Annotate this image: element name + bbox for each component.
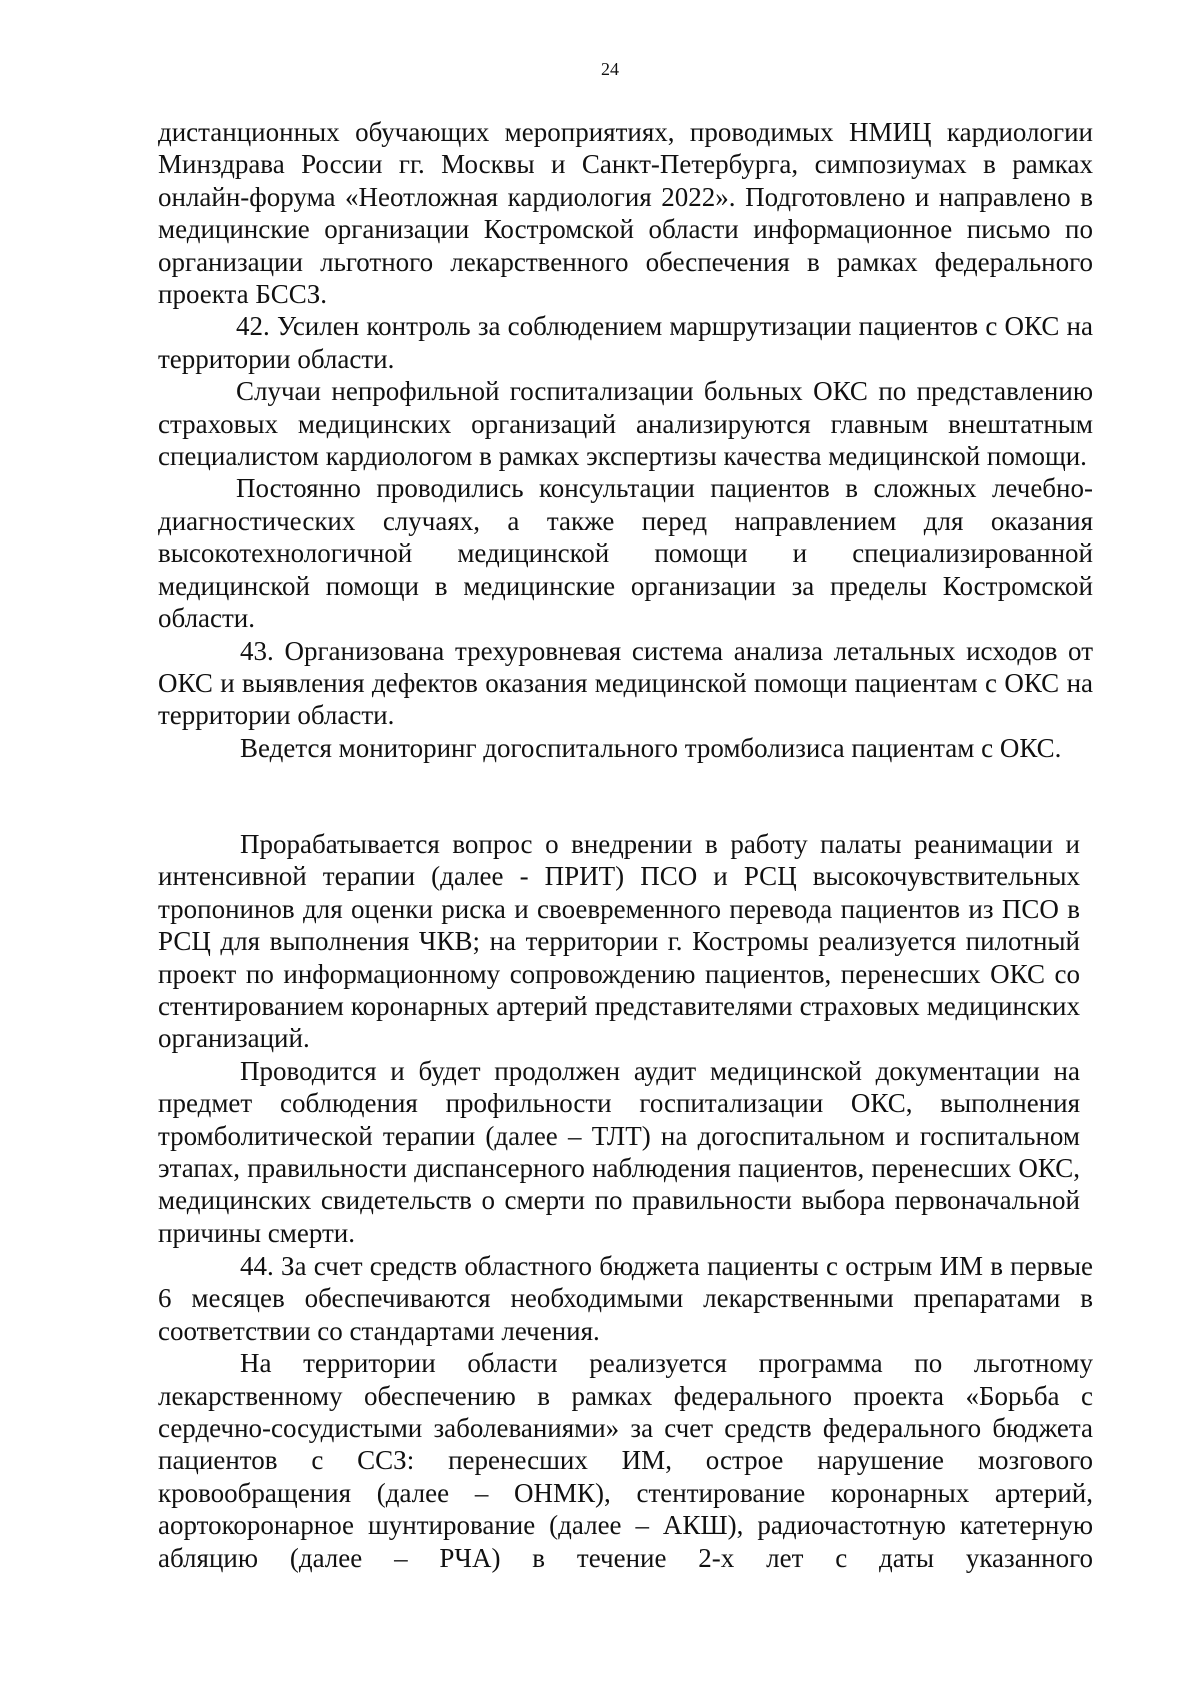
paragraph-3: Случаи непрофильной госпитализации больных ОКС по представлению страховых медицинских организаций анализируются главным внештатным специалистом кардиологом в рамках экспертизы качества медицинской помощи. bbox=[158, 376, 1093, 472]
body-text-top bbox=[158, 116, 1093, 764]
body-text-middle bbox=[158, 828, 1080, 1249]
page-number: 24 bbox=[601, 59, 619, 79]
paragraph-10: На территории области реализуется программа по льготному лекарственному обеспечению в рамках федерального проекта «Борьба с сердечно-сосудистыми заболеваниями» за счет средств федерального бюджета пациентов с ССЗ: перенесших ИМ, острое нарушение мозгового кровообращения (далее – ОНМК), стентирование коронарных артерий, аортокоронарное шунтирование (далее – АКШ), радиочастотную катетерную абляцию (далее – РЧА) в течение 2-х лет с даты указанного bbox=[158, 1348, 1093, 1573]
paragraph-1: дистанционных обучающих мероприятиях, проводимых НМИЦ кардиологии Минздрава России гг. Москвы и Санкт-Петербурга, симпозиумах в рамках онлайн-форума «Неотложная кардиология 2022». Подготовлено и направлено в медицинские организации Костромской области информационное письмо по организации льготного лекарственного обеспечения в рамках федерального проекта БССЗ. bbox=[158, 117, 1093, 310]
paragraph-8: Проводится и будет продолжен аудит медицинской документации на предмет соблюдения профильности госпитализации ОКС, выполнения тромболитической терапии (далее – ТЛТ) на догоспитальном и госпитальном этапах, правильности диспансерного наблюдения пациентов, перенесших ОКС, медицинских свидетельств о смерти по правильности выбора первоначальной причины смерти. bbox=[158, 1055, 1080, 1248]
paragraph-2: 42. Усилен контроль за соблюдением маршрутизации пациентов с ОКС на территории области. bbox=[158, 311, 1093, 374]
body-text-bottom bbox=[158, 1250, 1093, 1574]
paragraph-7: Прорабатывается вопрос о внедрении в работу палаты реанимации и интенсивной терапии (далее - ПРИТ) ПСО и РСЦ высокочувствительных тропонинов для оценки риска и своевременного перевода пациентов из ПСО в РСЦ для выполнения ЧКВ; на территории г. Костромы реализуется пилотный проект по информационному сопровождению пациентов, перенесших ОКС со стентированием коронарных артерий представителями страховых медицинских организаций. bbox=[158, 829, 1080, 1054]
paragraph-6: Ведется мониторинг догоспитального тромболизиса пациентам с ОКС. bbox=[240, 732, 1062, 763]
paragraph-4: Постоянно проводились консультации пациентов в сложных лечебно-диагностических случаях, а также перед направлением для оказания высокотехнологичной медицинской помощи и специализированной медицинской помощи в медицинские организации за пределы Костромской области. bbox=[158, 473, 1093, 634]
paragraph-9: 44. За счет средств областного бюджета пациенты с острым ИМ в первые 6 месяцев обеспечиваются необходимыми лекарственными препаратами в соответствии со стандартами лечения. bbox=[158, 1251, 1093, 1346]
paragraph-5: 43. Организована трехуровневая система анализа летальных исходов от ОКС и выявления дефектов оказания медицинской помощи пациентам с ОКС на территории области. bbox=[158, 635, 1093, 731]
